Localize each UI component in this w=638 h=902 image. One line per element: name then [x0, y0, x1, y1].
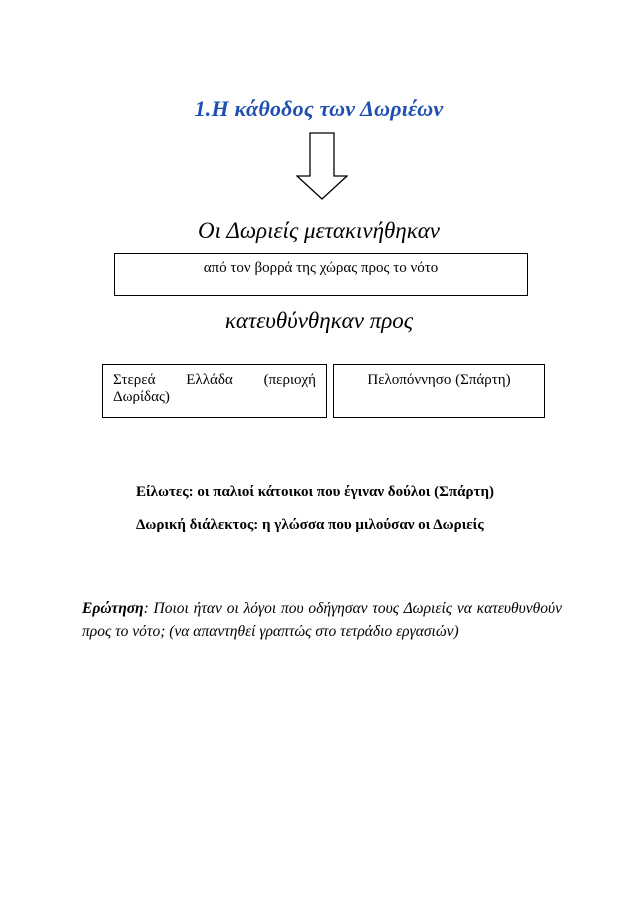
destination-left-word-3: (περιοχή — [263, 372, 316, 388]
destination-left-word-2: Ελλάδα — [186, 372, 233, 388]
destination-box-peloponnese — [333, 364, 545, 418]
definition-helots: Είλωτες: οι παλιοί κάτοικοι που έγιναν δούλοι (Σπάρτη) — [136, 484, 494, 500]
moved-heading: Οι Δωριείς μετακινήθηκαν — [197, 218, 441, 243]
destination-right-text: Πελοπόννησο (Σπάρτη) — [367, 372, 511, 388]
question-label: Ερώτηση — [82, 600, 144, 617]
destination-left-word-1: Στερεά — [113, 372, 156, 388]
destination-left-line2: Δωρίδας) — [113, 389, 170, 405]
question-text: : Ποιοι ήταν οι λόγοι που οδήγησαν τους Δωριείς να κατευθυνθούν προς το νότο; (να απαντηθεί γραπτώς στο τετράδιο εργασιών) — [82, 600, 562, 640]
direction-box — [114, 253, 528, 296]
destination-left-line1 — [113, 372, 316, 389]
definition-doric-dialect: Δωρική διάλεκτος: η γλώσσα που μιλούσαν οι Δωριείς — [136, 517, 484, 533]
headed-heading: κατευθύνθηκαν προς — [224, 308, 414, 333]
destination-box-central-greece — [102, 364, 327, 418]
down-arrow-icon — [296, 132, 348, 200]
question-paragraph — [82, 597, 562, 643]
direction-text: από τον βορρά της χώρας προς το νότο — [203, 260, 439, 276]
page-title: 1.Η κάθοδος των Δωριέων — [194, 96, 444, 121]
